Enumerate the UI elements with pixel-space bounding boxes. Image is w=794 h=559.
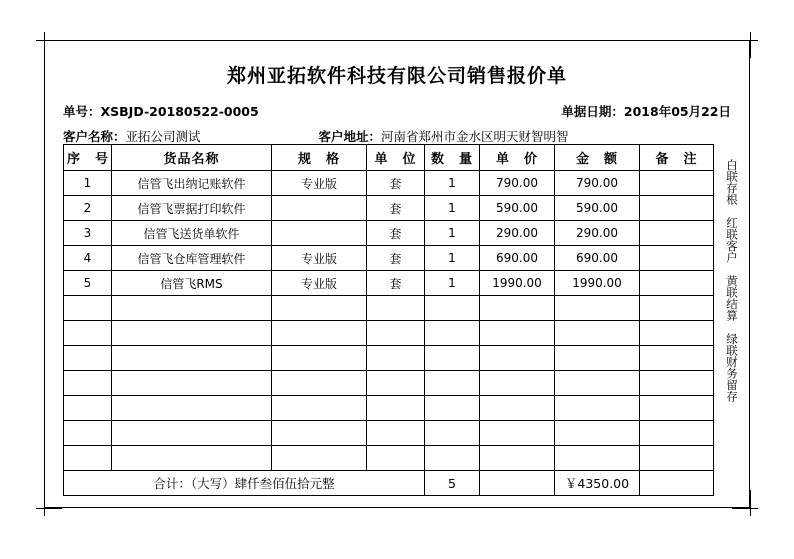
cell-amount: 790.00 xyxy=(555,171,640,196)
cell-qty xyxy=(425,296,480,321)
table-row xyxy=(64,221,714,246)
cell-amount xyxy=(555,371,640,396)
cell-unit xyxy=(367,446,425,471)
th-qty: 数 量 xyxy=(425,145,480,171)
date-value: 2018年05月22日 xyxy=(623,104,731,119)
copy-note-2: 红联客户 xyxy=(725,217,739,263)
cell-unit: 套 xyxy=(367,246,425,271)
cell-name xyxy=(112,421,272,446)
cell-no xyxy=(64,396,112,421)
th-no: 序 号 xyxy=(64,145,112,171)
cell-qty: 1 xyxy=(425,171,480,196)
cell-amount xyxy=(555,421,640,446)
cell-no xyxy=(64,421,112,446)
cell-price: 690.00 xyxy=(480,246,555,271)
th-name: 货品名称 xyxy=(112,145,272,171)
table-row xyxy=(64,171,714,196)
cell-unit: 套 xyxy=(367,171,425,196)
cell-name xyxy=(112,396,272,421)
items-table-wrap xyxy=(63,144,713,496)
cell-price xyxy=(480,396,555,421)
cell-remark xyxy=(640,246,714,271)
cell-price: 790.00 xyxy=(480,171,555,196)
address-value: 河南省郑州市金水区明天财智明智 xyxy=(381,129,569,144)
cell-name: 信管飞送货单软件 xyxy=(112,221,272,246)
cell-amount: 590.00 xyxy=(555,196,640,221)
cell-price xyxy=(480,446,555,471)
cell-name: 信管飞RMS xyxy=(112,271,272,296)
cell-name xyxy=(112,321,272,346)
cell-price xyxy=(480,421,555,446)
cell-no: 4 xyxy=(64,246,112,271)
cell-remark xyxy=(640,296,714,321)
cell-amount: 1990.00 xyxy=(555,271,640,296)
cell-price: 1990.00 xyxy=(480,271,555,296)
cell-no xyxy=(64,446,112,471)
cell-unit xyxy=(367,396,425,421)
cell-unit xyxy=(367,346,425,371)
copy-note-1: 白联存根 xyxy=(725,159,739,205)
cell-spec xyxy=(272,446,367,471)
cell-qty: 1 xyxy=(425,221,480,246)
cell-qty xyxy=(425,421,480,446)
th-unit: 单 位 xyxy=(367,145,425,171)
cell-qty: 1 xyxy=(425,246,480,271)
customer-label: 客户名称： xyxy=(63,129,126,144)
cell-unit: 套 xyxy=(367,221,425,246)
copy-note-4: 绿联财务留存 xyxy=(725,333,739,402)
th-remark: 备 注 xyxy=(640,145,714,171)
cell-name: 信管飞票据打印软件 xyxy=(112,196,272,221)
quotation-sheet xyxy=(44,40,750,508)
cell-no xyxy=(64,346,112,371)
cell-no: 5 xyxy=(64,271,112,296)
cell-remark xyxy=(640,196,714,221)
cell-qty xyxy=(425,396,480,421)
cell-spec xyxy=(272,321,367,346)
th-spec: 规 格 xyxy=(272,145,367,171)
cell-unit xyxy=(367,371,425,396)
cell-price xyxy=(480,371,555,396)
cell-spec xyxy=(272,221,367,246)
cell-no: 1 xyxy=(64,171,112,196)
order-no-label: 单号： xyxy=(63,104,101,119)
cell-remark xyxy=(640,221,714,246)
copy-note-3: 黄联结算 xyxy=(725,275,739,321)
crop-mark xyxy=(750,490,751,516)
date-label: 单据日期： xyxy=(561,104,624,119)
table-row xyxy=(64,371,714,396)
table-row xyxy=(64,321,714,346)
cell-amount xyxy=(555,296,640,321)
cell-unit xyxy=(367,296,425,321)
cell-qty xyxy=(425,321,480,346)
cell-no xyxy=(64,296,112,321)
meta-row-order xyxy=(63,102,731,120)
copy-distribution-note xyxy=(721,159,743,414)
cell-price: 290.00 xyxy=(480,221,555,246)
total-price xyxy=(480,471,555,496)
order-no-value: XSBJD-20180522-0005 xyxy=(100,104,259,119)
meta-row-customer xyxy=(63,127,731,145)
cell-qty: 1 xyxy=(425,196,480,221)
cell-remark xyxy=(640,421,714,446)
cell-spec xyxy=(272,296,367,321)
cell-name xyxy=(112,296,272,321)
table-row xyxy=(64,296,714,321)
cell-spec xyxy=(272,371,367,396)
cell-qty xyxy=(425,346,480,371)
cell-spec: 专业版 xyxy=(272,246,367,271)
table-total-row xyxy=(64,471,714,496)
table-row xyxy=(64,346,714,371)
table-row xyxy=(64,246,714,271)
crop-mark xyxy=(36,508,62,509)
cell-amount xyxy=(555,321,640,346)
cell-no xyxy=(64,371,112,396)
cell-name: 信管飞出纳记账软件 xyxy=(112,171,272,196)
customer-value: 亚拓公司测试 xyxy=(125,129,201,144)
cell-spec xyxy=(272,346,367,371)
total-label: 合计：（大写）肆仟叁佰伍拾元整 xyxy=(64,471,425,496)
page-title: 郑州亚拓软件科技有限公司销售报价单 xyxy=(226,65,567,87)
table-header-row xyxy=(64,145,714,171)
cell-unit xyxy=(367,421,425,446)
table-row xyxy=(64,396,714,421)
cell-unit xyxy=(367,321,425,346)
document-meta xyxy=(45,102,749,145)
cell-remark xyxy=(640,321,714,346)
th-price: 单 价 xyxy=(480,145,555,171)
cell-remark xyxy=(640,371,714,396)
cell-price: 590.00 xyxy=(480,196,555,221)
cell-price xyxy=(480,346,555,371)
total-remark xyxy=(640,471,714,496)
crop-mark xyxy=(732,508,758,509)
cell-remark xyxy=(640,346,714,371)
address-label: 客户地址： xyxy=(318,129,382,144)
cell-amount: 290.00 xyxy=(555,221,640,246)
cell-remark xyxy=(640,396,714,421)
cell-remark xyxy=(640,171,714,196)
cell-spec xyxy=(272,396,367,421)
total-amount: ￥4350.00 xyxy=(555,471,640,496)
cell-name xyxy=(112,446,272,471)
cell-remark xyxy=(640,446,714,471)
cell-unit: 套 xyxy=(367,271,425,296)
table-row xyxy=(64,421,714,446)
cell-amount xyxy=(555,446,640,471)
cell-qty xyxy=(425,371,480,396)
cell-price xyxy=(480,321,555,346)
cell-qty xyxy=(425,446,480,471)
cell-amount: 690.00 xyxy=(555,246,640,271)
cell-name xyxy=(112,371,272,396)
cell-spec xyxy=(272,421,367,446)
cell-unit: 套 xyxy=(367,196,425,221)
cell-amount xyxy=(555,346,640,371)
cell-price xyxy=(480,296,555,321)
cell-no: 2 xyxy=(64,196,112,221)
cell-spec: 专业版 xyxy=(272,271,367,296)
cell-qty: 1 xyxy=(425,271,480,296)
items-table xyxy=(63,144,714,496)
total-qty: 5 xyxy=(425,471,480,496)
cell-no xyxy=(64,321,112,346)
th-amount: 金 额 xyxy=(555,145,640,171)
cell-remark xyxy=(640,271,714,296)
cell-spec: 专业版 xyxy=(272,171,367,196)
crop-mark xyxy=(750,32,751,58)
table-row xyxy=(64,196,714,221)
cell-amount xyxy=(555,396,640,421)
cell-spec xyxy=(272,196,367,221)
cell-name: 信管飞仓库管理软件 xyxy=(112,246,272,271)
table-row xyxy=(64,271,714,296)
table-row xyxy=(64,446,714,471)
cell-name xyxy=(112,346,272,371)
cell-no: 3 xyxy=(64,221,112,246)
